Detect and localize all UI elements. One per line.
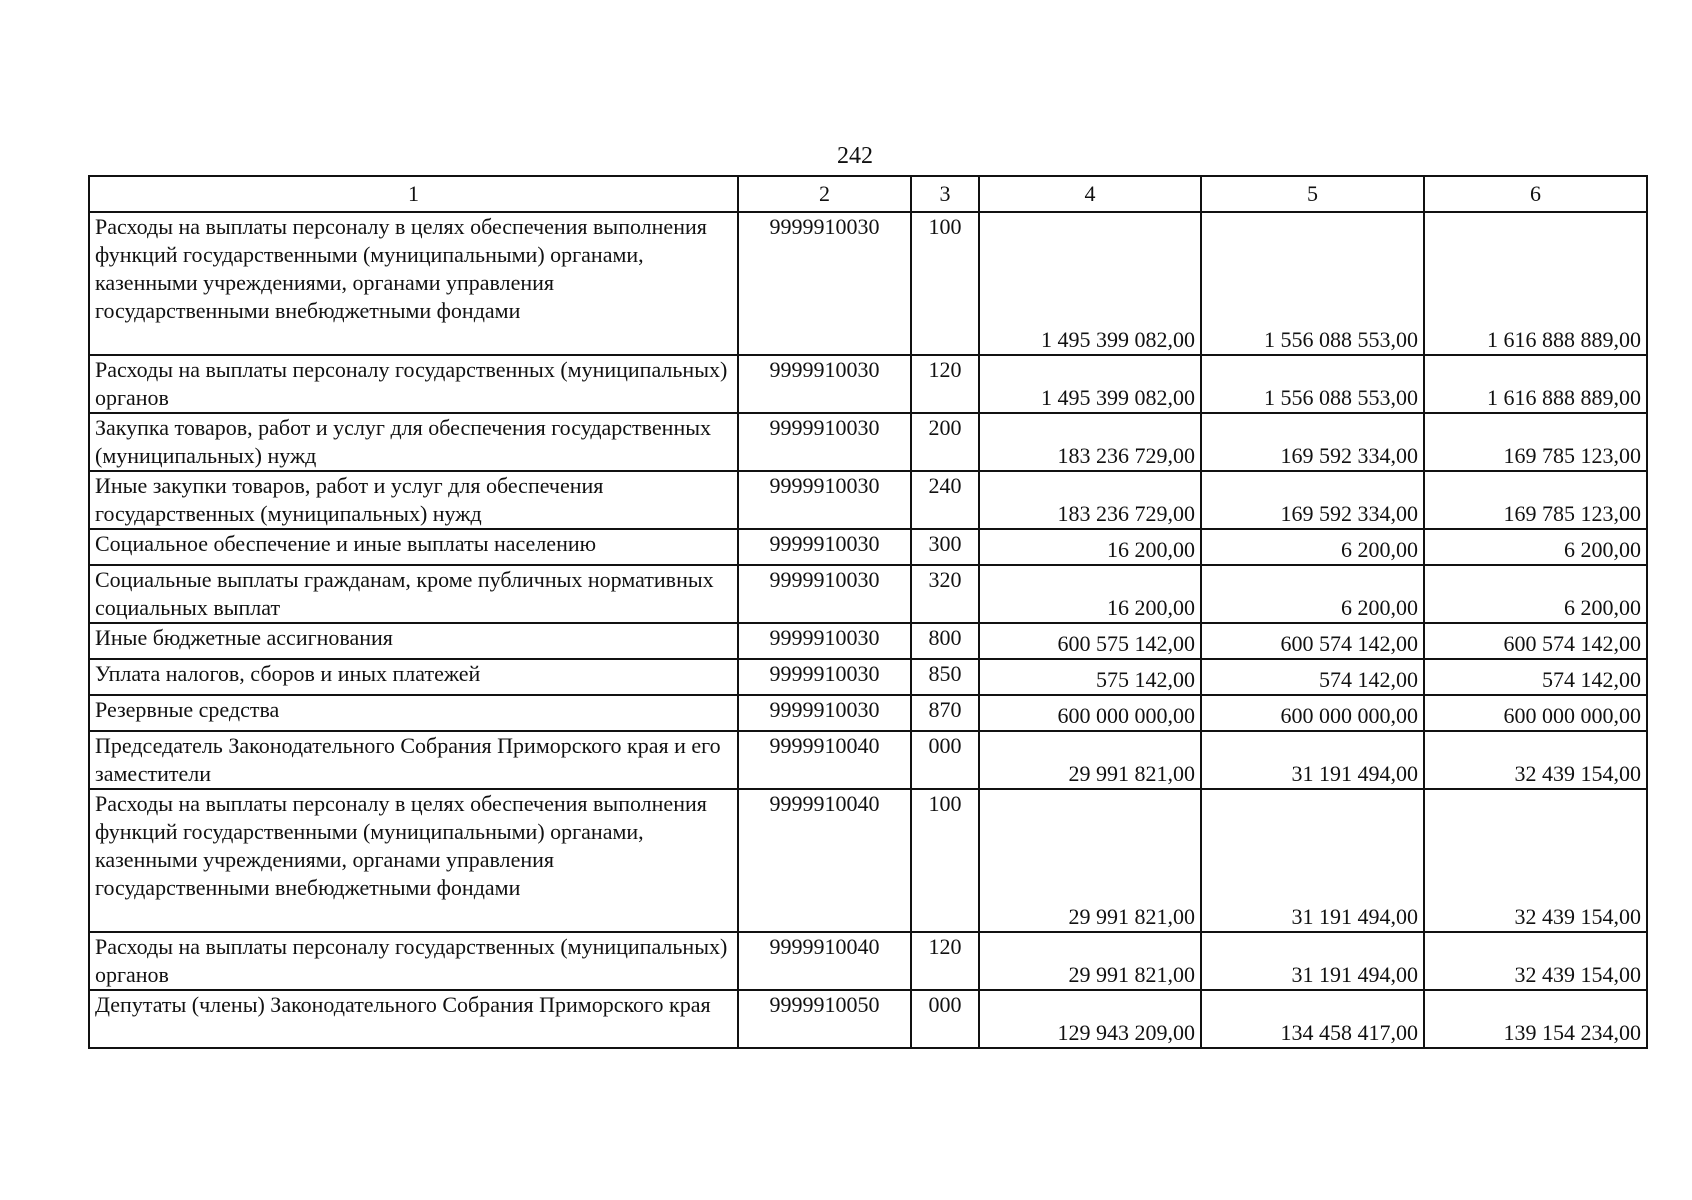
amount-col-4: 16 200,00 [979,565,1201,623]
amount-col-5: 1 556 088 553,00 [1201,212,1424,355]
expense-type-code: 870 [911,695,979,731]
budget-table [88,175,1648,1049]
column-header-1: 1 [89,176,738,212]
page-number: 242 [837,143,873,169]
column-header-6: 6 [1424,176,1647,212]
amount-col-4: 29 991 821,00 [979,789,1201,932]
amount-col-4: 600 000 000,00 [979,695,1201,731]
expense-name: Иные закупки товаров, работ и услуг для обеспечения государственных (муниципальных) нужд [89,471,738,529]
target-article-code: 9999910040 [738,789,911,932]
target-article-code: 9999910030 [738,565,911,623]
amount-col-5: 600 000 000,00 [1201,695,1424,731]
amount-col-6: 574 142,00 [1424,659,1647,695]
target-article-code: 9999910030 [738,623,911,659]
target-article-code: 9999910030 [738,212,911,355]
expense-name: Социальные выплаты гражданам, кроме публичных нормативных социальных выплат [89,565,738,623]
table-row [89,565,1647,623]
amount-col-5: 1 556 088 553,00 [1201,355,1424,413]
table-row [89,355,1647,413]
amount-col-5: 574 142,00 [1201,659,1424,695]
amount-col-5: 6 200,00 [1201,529,1424,565]
expense-name: Социальное обеспечение и иные выплаты населению [89,529,738,565]
amount-col-4: 183 236 729,00 [979,413,1201,471]
column-header-2: 2 [738,176,911,212]
table-body [89,212,1647,1048]
amount-col-5: 31 191 494,00 [1201,932,1424,990]
table-row [89,932,1647,990]
amount-col-4: 183 236 729,00 [979,471,1201,529]
target-article-code: 9999910030 [738,471,911,529]
column-header-4: 4 [979,176,1201,212]
expense-name: Депутаты (члены) Законодательного Собрания Приморского края [89,990,738,1048]
amount-col-6: 169 785 123,00 [1424,471,1647,529]
amount-col-6: 600 574 142,00 [1424,623,1647,659]
target-article-code: 9999910050 [738,990,911,1048]
amount-col-6: 6 200,00 [1424,529,1647,565]
expense-type-code: 240 [911,471,979,529]
target-article-code: 9999910030 [738,695,911,731]
expense-type-code: 850 [911,659,979,695]
table-row [89,471,1647,529]
amount-col-5: 31 191 494,00 [1201,789,1424,932]
table-row [89,623,1647,659]
amount-col-4: 1 495 399 082,00 [979,212,1201,355]
amount-col-4: 575 142,00 [979,659,1201,695]
amount-col-4: 600 575 142,00 [979,623,1201,659]
expense-name: Расходы на выплаты персоналу государственных (муниципальных) органов [89,932,738,990]
amount-col-4: 29 991 821,00 [979,731,1201,789]
amount-col-6: 32 439 154,00 [1424,731,1647,789]
amount-col-4: 1 495 399 082,00 [979,355,1201,413]
expense-type-code: 320 [911,565,979,623]
amount-col-6: 1 616 888 889,00 [1424,355,1647,413]
target-article-code: 9999910040 [738,932,911,990]
expense-type-code: 300 [911,529,979,565]
table-row [89,413,1647,471]
amount-col-6: 169 785 123,00 [1424,413,1647,471]
expense-type-code: 000 [911,990,979,1048]
target-article-code: 9999910030 [738,659,911,695]
table-row [89,695,1647,731]
amount-col-5: 169 592 334,00 [1201,471,1424,529]
expense-name: Расходы на выплаты персоналу в целях обеспечения выполнения функций государственными (муниципальными) органами, казенными учреждениями, органами управления государственными внебюджетными фондами [89,212,738,355]
expense-name: Уплата налогов, сборов и иных платежей [89,659,738,695]
amount-col-4: 29 991 821,00 [979,932,1201,990]
column-header-3: 3 [911,176,979,212]
amount-col-5: 6 200,00 [1201,565,1424,623]
expense-name: Иные бюджетные ассигнования [89,623,738,659]
expense-name: Закупка товаров, работ и услуг для обеспечения государственных (муниципальных) нужд [89,413,738,471]
amount-col-6: 32 439 154,00 [1424,789,1647,932]
expense-name: Председатель Законодательного Собрания Приморского края и его заместители [89,731,738,789]
expense-type-code: 100 [911,212,979,355]
expense-name: Расходы на выплаты персоналу государственных (муниципальных) органов [89,355,738,413]
amount-col-5: 600 574 142,00 [1201,623,1424,659]
table-row [89,659,1647,695]
table-row [89,731,1647,789]
expense-name: Расходы на выплаты персоналу в целях обеспечения выполнения функций государственными (муниципальными) органами, казенными учреждениями, органами управления государственными внебюджетными фондами [89,789,738,932]
amount-col-6: 139 154 234,00 [1424,990,1647,1048]
amount-col-6: 1 616 888 889,00 [1424,212,1647,355]
expense-type-code: 120 [911,355,979,413]
amount-col-6: 32 439 154,00 [1424,932,1647,990]
table-header-row [89,176,1647,212]
amount-col-5: 134 458 417,00 [1201,990,1424,1048]
amount-col-5: 169 592 334,00 [1201,413,1424,471]
expense-name: Резервные средства [89,695,738,731]
target-article-code: 9999910030 [738,529,911,565]
table-row [89,529,1647,565]
target-article-code: 9999910030 [738,413,911,471]
table-row [89,789,1647,932]
expense-type-code: 000 [911,731,979,789]
amount-col-4: 129 943 209,00 [979,990,1201,1048]
target-article-code: 9999910040 [738,731,911,789]
amount-col-4: 16 200,00 [979,529,1201,565]
amount-col-6: 600 000 000,00 [1424,695,1647,731]
table-row [89,990,1647,1048]
expense-type-code: 200 [911,413,979,471]
column-header-5: 5 [1201,176,1424,212]
amount-col-6: 6 200,00 [1424,565,1647,623]
expense-type-code: 100 [911,789,979,932]
target-article-code: 9999910030 [738,355,911,413]
amount-col-5: 31 191 494,00 [1201,731,1424,789]
expense-type-code: 120 [911,932,979,990]
expense-type-code: 800 [911,623,979,659]
table-row [89,212,1647,355]
